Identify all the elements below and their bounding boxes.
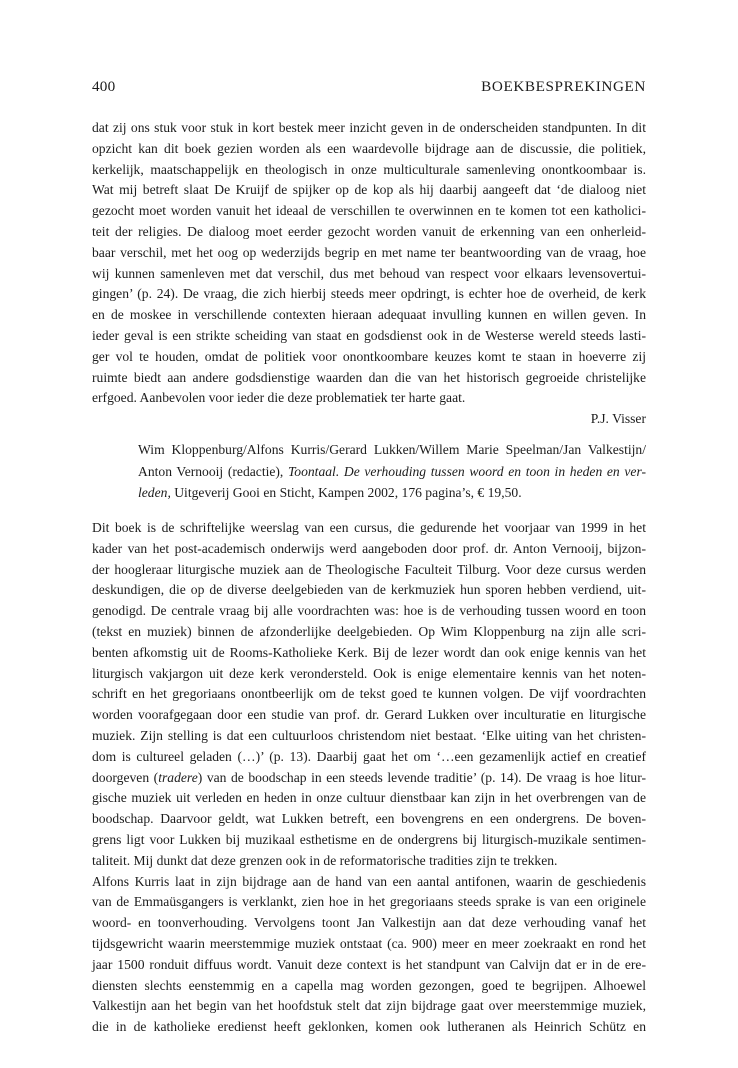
text-line: diensten slechts eenstemmig en a capella mag worden gezongen, goed te begrijpen. Alhoewel bbox=[92, 977, 646, 993]
text-line: gezocht moet worden vanuit het ideaal de verschillen te overwinnen en te komen tot een katholici- bbox=[92, 203, 646, 219]
text-line: dom is cultureel geladen (…)’ (p. 13). Daarbij gaat het om ‘…een gezamenlijk actief en creatief bbox=[92, 748, 646, 764]
biblio-line bbox=[138, 482, 646, 504]
text-line: kader van het post-academisch onderwijs werd aangeboden door prof. dr. Anton Vernooij, bijzon- bbox=[92, 540, 646, 556]
text-line: tijdsgewricht waarin meerstemmige muziek ontstaat (ca. 900) meer en meer zoekraakt en rond het bbox=[92, 935, 646, 951]
text-line: deskundigen, die op de diverse deelgebieden van de kerkmuziek hun sporen hebben verdiend, uit- bbox=[92, 582, 646, 598]
page-number: 400 bbox=[92, 78, 116, 95]
text-line: gische muziek uit verleden en heden in onze cultuur dienstbaar kan zijn in het overbrengen van de bbox=[92, 790, 646, 806]
text-line: liturgisch vakjargon uit deze kerk verondersteld. Ook is enige elementaire kennis van het noten- bbox=[92, 665, 646, 681]
text-line: der hoogleraar liturgische muziek aan de Theologische Faculteit Tilburg. Voor deze cursus werden bbox=[92, 561, 646, 577]
text-line: grens ligt voor Lukken bij muzikaal esthetisme en de ondergrens bij liturgisch-muzikale sentimen- bbox=[92, 831, 646, 847]
text-line: wij kunnen samenleven met dat verschil, dus met behoud van respect voor elkaars levensovertui- bbox=[92, 265, 646, 281]
text-line: Wat mij betreft slaat De Kruijf de spijker op de kop als hij daarbij aangeeft dat ‘de dialoog niet bbox=[92, 182, 646, 198]
text-line: ruimte biedt aan andere godsdienstige waarden dan die van het historisch gegroeide christelijke bbox=[92, 369, 646, 385]
text-line: baar verschil, met het oog op wederzijds begrip en met name ter beantwoording van de vraag, hoe bbox=[92, 244, 646, 260]
text-line: Alfons Kurris laat in zijn bijdrage aan de hand van een aantal antifonen, waarin de geschiedenis bbox=[92, 873, 646, 889]
latin-term: tradere bbox=[158, 769, 198, 785]
text-line: genodigd. De centrale vraag bij alle voordrachten was: hoe is de verhouding tussen woord en toon bbox=[92, 603, 646, 619]
text-line: teit der religies. De dialoog moet eerder gezocht worden vanuit de erkenning van een onherleid- bbox=[92, 223, 646, 239]
text-line: schrift en het gregoriaans onontbeerlijk om de tekst goed te kunnen volgen. De vijf voordrachten bbox=[92, 686, 646, 702]
text-line bbox=[92, 768, 646, 789]
biblio-editors: Anton Vernooij (redactie), bbox=[138, 463, 288, 479]
text-fragment: doorgeven ( bbox=[92, 769, 159, 785]
text-line: ieder geval is een strikte scheiding van staat en godsdienst ook in de Westerse wereld steeds lasti- bbox=[92, 327, 646, 343]
text-line: benten afkomstig uit de Rooms-Katholieke Kerk. Bij de lezer wordt dan ook enige kennis van het bbox=[92, 644, 646, 660]
book-title: Toontaal. De verhouding tussen woord en toon in heden en ver- bbox=[287, 463, 646, 479]
review-1-body bbox=[92, 118, 646, 430]
text-line: opzicht kan dit boek gezien worden als een waardevolle bijdrage aan de discussie, die politiek, bbox=[92, 140, 646, 156]
text-line: muziek. Zijn stelling is dat een cultuurloos christendom niet bestaat. ‘Elke uiting van het christen- bbox=[92, 727, 646, 743]
reviewer-signature: P.J. Visser bbox=[590, 411, 646, 427]
text-fragment: ) van de boodschap in een steeds levende traditie’ (p. 14). De vraag is hoe litur- bbox=[197, 769, 646, 785]
text-line: (tekst en muziek) binnen de afzonderlijke deelgebieden. Op Wim Kloppenburg na zijn alle scri- bbox=[92, 623, 646, 639]
text-line: dat zij ons stuk voor stuk in kort bestek meer inzicht geven in de onderscheiden standpunten. In dit bbox=[92, 120, 646, 135]
text-line: woord- en toonverhouding. Vervolgens toont Jan Valkestijn aan dat deze verhouding vanaf het bbox=[92, 915, 646, 931]
book-title-end: leden, bbox=[138, 485, 171, 500]
text-line: erfgoed. Aanbevolen voor ieder die deze problematiek ter harte gaat. bbox=[92, 390, 466, 406]
biblio-line: Wim Kloppenburg/Alfons Kurris/Gerard Lukken/Willem Marie Speelman/Jan Valkestijn/ bbox=[138, 442, 646, 457]
bibliographic-entry bbox=[138, 439, 646, 504]
running-head bbox=[92, 78, 646, 100]
text-line: gingen’ (p. 24). De vraag, die zich hierbij steeds meer opdringt, is echter hoe de overheid, de kerk bbox=[92, 286, 646, 302]
text-line: jaar 1500 ronduit diffuus wordt. Vanuit deze context is het standpunt van Calvijn dat er in de ere- bbox=[92, 956, 646, 972]
text-line: die in de katholieke eredienst heeft geklonken, komen ook lutheranen als Heinrich Schütz en bbox=[92, 1019, 646, 1035]
text-line: en de moskee in verschillende contexten hieraan adequaat invulling kunnen en willen geven. In bbox=[92, 307, 646, 323]
text-line: Valkestijn aan het begin van het hoofdstuk stelt dat zijn bijdrage gaat over meerstemmige muziek, bbox=[92, 998, 646, 1014]
text-line: boodschap. Daarvoor geldt, wat Lukken betreft, een bovengrens en een ondergrens. De boven- bbox=[92, 811, 646, 827]
text-line: Dit boek is de schriftelijke weerslag van een cursus, die gedurende het voorjaar van 1999 in het bbox=[92, 520, 646, 535]
text-line: taliteit. Mij dunkt dat deze grenzen ook in de reformatorische tradities zijn te trekken. bbox=[92, 852, 558, 868]
review-2-body bbox=[92, 518, 646, 1038]
section-title: BOEKBESPREKINGEN bbox=[481, 78, 646, 95]
text-line: worden voorafgegaan door een studie van prof. dr. Gerard Lukken over inculturatie en liturgische bbox=[92, 707, 646, 723]
publisher-info: Uitgeverij Gooi en Sticht, Kampen 2002, 176 pagina’s, € 19,50. bbox=[170, 485, 522, 500]
biblio-line bbox=[138, 461, 646, 483]
text-line: van de Emmaüsgangers is verklankt, zien hoe in het gregoriaans steeds sprake is van een originele bbox=[92, 894, 646, 910]
text-line: kerkelijk, maatschappelijk en theologisch in onze multiculturale samenleving onontkoombaar is. bbox=[92, 161, 646, 177]
text-line: ger vol te houden, omdat de politiek voor onontkoombare keuzes komt te staan in hoeverre zij bbox=[92, 348, 646, 364]
